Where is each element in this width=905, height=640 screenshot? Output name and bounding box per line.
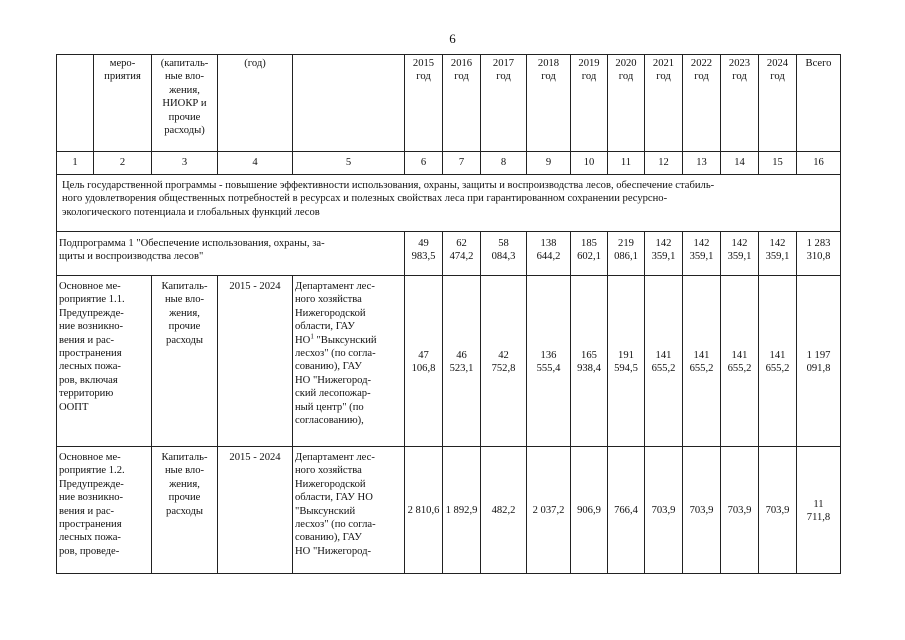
subprogram-value-2015: 49 983,5 xyxy=(405,232,443,276)
column-number: 5 xyxy=(293,152,405,175)
activity-value-2020: 766,4 xyxy=(608,447,645,574)
subprogram-value-2023: 142 359,1 xyxy=(721,232,759,276)
activity-value-2023: 141 655,2 xyxy=(721,276,759,447)
header-cell-year-2024: 2024 год xyxy=(759,55,797,152)
header-row xyxy=(57,55,841,152)
column-number: 8 xyxy=(481,152,527,175)
executor-text: Департамент лес- ного хозяйства Нижегородской области, ГАУ НО xyxy=(295,281,375,346)
column-number: 3 xyxy=(152,152,218,175)
activity-value-2021: 703,9 xyxy=(645,447,683,574)
header-cell-year-2021: 2021 год xyxy=(645,55,683,152)
activity-executor xyxy=(293,276,405,447)
program-goal: Цель государственной программы - повышение эффективности использования, охраны, защиты и воспроизводства лесов, обеспечение стабиль- ного удовлетворения общественных потребностей в ресурсах и полезных свойствах леса при гарантированном сохранении ресурсно- экологического потенциала и глобальных функций лесов xyxy=(57,175,841,232)
subprogram-value-2019: 185 602,1 xyxy=(571,232,608,276)
header-cell-executor xyxy=(293,55,405,152)
activity-value-2019: 165 938,4 xyxy=(571,276,608,447)
header-cell-year-2017: 2017 год xyxy=(481,55,527,152)
column-number: 7 xyxy=(443,152,481,175)
subprogram-value-2017: 58 084,3 xyxy=(481,232,527,276)
subprogram-value-2024: 142 359,1 xyxy=(759,232,797,276)
activity-value-2017: 42 752,8 xyxy=(481,276,527,447)
header-cell-year-2020: 2020 год xyxy=(608,55,645,152)
column-number: 2 xyxy=(94,152,152,175)
activity-value-2016: 1 892,9 xyxy=(443,447,481,574)
program-table xyxy=(56,54,841,574)
header-cell-year-2023: 2023 год xyxy=(721,55,759,152)
page-number: 6 xyxy=(449,31,456,46)
goal-row xyxy=(57,175,841,232)
activity-expense-type: Капиталь- ные вло- жения, прочие расходы xyxy=(152,276,218,447)
subprogram-value-2021: 142 359,1 xyxy=(645,232,683,276)
activity-value-2023: 703,9 xyxy=(721,447,759,574)
column-number: 15 xyxy=(759,152,797,175)
executor-text: "Выксунский лесхоз" (по согла- сованию), ГАУ НО "Нижегород- ский лесопожар- ный центр" (по согласованию), xyxy=(295,334,377,427)
activity-value-2022: 141 655,2 xyxy=(683,276,721,447)
subprogram-value-total: 1 283 310,8 xyxy=(797,232,841,276)
column-number: 10 xyxy=(571,152,608,175)
header-cell-total: Всего xyxy=(797,55,841,152)
column-number: 9 xyxy=(527,152,571,175)
column-number: 4 xyxy=(218,152,293,175)
header-cell-expense-type: (капиталь- ные вло- жения, НИОКР и прочие расходы) xyxy=(152,55,218,152)
column-number: 6 xyxy=(405,152,443,175)
activity-name: Основное ме- роприятие 1.1. Предупрежде- ние возникно- вения и рас- пространения лесных пожа- ров, включая территорию ООПТ xyxy=(57,276,152,447)
column-number-row xyxy=(57,152,841,175)
activity-value-2018: 136 555,4 xyxy=(527,276,571,447)
activity-period: 2015 - 2024 xyxy=(218,447,293,574)
subprogram-row xyxy=(57,232,841,276)
header-cell-year-2015: 2015 год xyxy=(405,55,443,152)
header-cell-year-2022: 2022 год xyxy=(683,55,721,152)
column-number: 12 xyxy=(645,152,683,175)
activity-value-2016: 46 523,1 xyxy=(443,276,481,447)
activity-value-2018: 2 037,2 xyxy=(527,447,571,574)
column-number: 11 xyxy=(608,152,645,175)
activity-value-2019: 906,9 xyxy=(571,447,608,574)
header-cell-period: (год) xyxy=(218,55,293,152)
activity-row xyxy=(57,276,841,447)
column-number: 14 xyxy=(721,152,759,175)
subprogram-value-2020: 219 086,1 xyxy=(608,232,645,276)
activity-value-2017: 482,2 xyxy=(481,447,527,574)
activity-name: Основное ме- роприятие 1.2. Предупрежде- ние возникно- вения и рас- пространения лесных пожа- ров, проведе- xyxy=(57,447,152,574)
activity-value-total: 1 197 091,8 xyxy=(797,276,841,447)
subprogram-value-2016: 62 474,2 xyxy=(443,232,481,276)
subprogram-value-2018: 138 644,2 xyxy=(527,232,571,276)
activity-value-total: 11 711,8 xyxy=(797,447,841,574)
subprogram-name: Подпрограмма 1 "Обеспечение использования, охраны, за- щиты и воспроизводства лесов" xyxy=(57,232,405,276)
footnote-mark: 1 xyxy=(310,332,314,341)
activity-value-2024: 703,9 xyxy=(759,447,797,574)
activity-expense-type: Капиталь- ные вло- жения, прочие расходы xyxy=(152,447,218,574)
activity-period: 2015 - 2024 xyxy=(218,276,293,447)
activity-value-2021: 141 655,2 xyxy=(645,276,683,447)
header-cell-year-2018: 2018 год xyxy=(527,55,571,152)
header-cell-activity: меро- приятия xyxy=(94,55,152,152)
activity-executor: Департамент лес- ного хозяйства Нижегородской области, ГАУ НО "Выксунский лесхоз" (по согла- сованию), ГАУ НО "Нижегород- xyxy=(293,447,405,574)
activity-value-2015: 2 810,6 xyxy=(405,447,443,574)
activity-value-2015: 47 106,8 xyxy=(405,276,443,447)
header-cell xyxy=(57,55,94,152)
header-cell-year-2016: 2016 год xyxy=(443,55,481,152)
activity-value-2024: 141 655,2 xyxy=(759,276,797,447)
column-number: 13 xyxy=(683,152,721,175)
column-number: 16 xyxy=(797,152,841,175)
activity-value-2020: 191 594,5 xyxy=(608,276,645,447)
column-number: 1 xyxy=(57,152,94,175)
subprogram-value-2022: 142 359,1 xyxy=(683,232,721,276)
activity-row xyxy=(57,447,841,574)
header-cell-year-2019: 2019 год xyxy=(571,55,608,152)
activity-value-2022: 703,9 xyxy=(683,447,721,574)
